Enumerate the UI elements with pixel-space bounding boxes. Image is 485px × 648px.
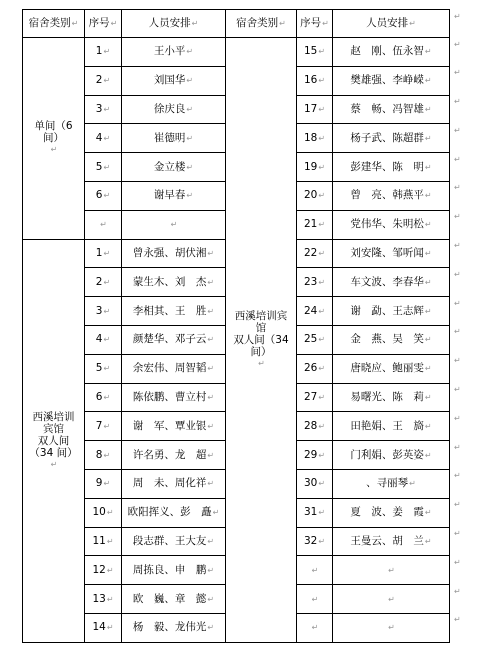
right-number-cell bbox=[297, 412, 333, 441]
left-assignment-cell-text: 金立楼 bbox=[153, 160, 186, 173]
right-assignment-cell bbox=[333, 527, 450, 556]
left-number-cell-text: 12 bbox=[92, 563, 106, 576]
paragraph-mark: ↵ bbox=[100, 220, 107, 230]
paragraph-mark: ↵ bbox=[318, 220, 326, 230]
room-assignment-table bbox=[22, 9, 450, 643]
row-end-mark: ↵ bbox=[454, 11, 461, 21]
paragraph-mark: ↵ bbox=[318, 306, 326, 316]
right-number-cell bbox=[297, 613, 333, 642]
right-assignment-cell bbox=[333, 585, 450, 614]
left-assignment-cell bbox=[122, 469, 226, 498]
right-number-cell-text: 20 bbox=[303, 189, 318, 202]
right-assignment-cell bbox=[333, 297, 450, 326]
paragraph-mark: ↵ bbox=[103, 335, 111, 345]
paragraph-mark: ↵ bbox=[424, 536, 432, 546]
left-assignment-cell bbox=[122, 210, 226, 239]
left-assignment-cell bbox=[122, 239, 226, 268]
left-number-cell bbox=[85, 297, 122, 326]
paragraph-mark: ↵ bbox=[103, 392, 111, 402]
row-end-mark: ↵ bbox=[454, 212, 461, 222]
paragraph-mark: ↵ bbox=[106, 594, 114, 604]
left-assignment-cell bbox=[122, 66, 226, 95]
paragraph-mark: ↵ bbox=[207, 536, 215, 546]
left-number-cell bbox=[85, 354, 122, 383]
left-assignment-cell bbox=[122, 95, 226, 124]
left-number-cell bbox=[85, 38, 122, 67]
left-number-cell bbox=[85, 268, 122, 297]
right-assignment-cell bbox=[333, 383, 450, 412]
left-number-cell bbox=[85, 210, 122, 239]
right-assignment-cell bbox=[333, 153, 450, 182]
right-assignment-cell bbox=[333, 354, 450, 383]
right-number-cell bbox=[297, 325, 333, 354]
right-assignment-cell-text: 易曙光、陈 莉 bbox=[350, 390, 424, 403]
paragraph-mark: ↵ bbox=[170, 220, 178, 230]
left-number-cell bbox=[85, 153, 122, 182]
paragraph-mark: ↵ bbox=[207, 248, 215, 258]
paragraph-mark: ↵ bbox=[106, 508, 114, 518]
left-assignment-cell-text: 颜楚华、邓子云 bbox=[132, 333, 207, 346]
paragraph-mark: ↵ bbox=[103, 104, 111, 114]
left-number-cell bbox=[85, 412, 122, 441]
right-assignment-cell-text: 曾 亮、韩燕平 bbox=[350, 189, 424, 202]
left-number-cell-text: 14 bbox=[92, 621, 106, 634]
right-assignment-cell-text: 夏 波、姜 霞 bbox=[350, 506, 424, 519]
row-end-mark: ↵ bbox=[454, 154, 461, 164]
right-number-cell bbox=[297, 181, 333, 210]
paragraph-mark: ↵ bbox=[103, 479, 111, 489]
left-assignment-cell-text: 杨 毅、龙伟光 bbox=[132, 621, 207, 634]
left-number-cell-text: 8 bbox=[95, 448, 103, 461]
right-assignment-cell-text: 彭建华、陈 明 bbox=[350, 160, 424, 173]
paragraph-mark: ↵ bbox=[186, 162, 194, 172]
paragraph-mark: ↵ bbox=[318, 450, 326, 460]
right-number-cell-text: 23 bbox=[303, 275, 318, 288]
right-number-cell bbox=[297, 354, 333, 383]
left-number-cell bbox=[85, 527, 122, 556]
paragraph-mark: ↵ bbox=[388, 565, 395, 575]
left-number-cell bbox=[85, 95, 122, 124]
right-assignment-cell-text: 门利娟、彭英姿 bbox=[350, 448, 424, 461]
left-number-cell bbox=[85, 66, 122, 95]
right-number-cell bbox=[297, 556, 333, 585]
paragraph-mark: ↵ bbox=[207, 364, 215, 374]
paragraph-mark: ↵ bbox=[311, 594, 319, 604]
paragraph-mark: ↵ bbox=[207, 306, 215, 316]
row-end-mark: ↵ bbox=[454, 385, 461, 395]
left-number-cell-text: 9 bbox=[95, 477, 103, 490]
right-number-cell-text: 19 bbox=[303, 160, 318, 173]
category-double-room-left-line: 双人间 bbox=[37, 434, 70, 447]
left-number-cell bbox=[85, 441, 122, 470]
right-assignment-cell-text: 赵 刚、伍永智 bbox=[350, 45, 424, 58]
paragraph-mark: ↵ bbox=[50, 145, 58, 155]
paragraph-mark: ↵ bbox=[103, 191, 111, 201]
right-number-cell-text: 26 bbox=[303, 362, 318, 375]
paragraph-mark: ↵ bbox=[318, 536, 326, 546]
right-number-cell-text: 25 bbox=[303, 333, 318, 346]
left-number-cell-text: 2 bbox=[95, 275, 103, 288]
left-assignment-cell-text: 曾永强、胡伏湘 bbox=[132, 246, 207, 259]
paragraph-mark: ↵ bbox=[106, 565, 114, 575]
paragraph-mark: ↵ bbox=[103, 364, 111, 374]
right-number-cell bbox=[297, 95, 333, 124]
left-assignment-cell bbox=[122, 268, 226, 297]
row-end-mark: ↵ bbox=[454, 442, 461, 452]
left-number-cell-text: 11 bbox=[92, 534, 106, 547]
paragraph-mark: ↵ bbox=[311, 623, 319, 633]
category-single-room-line: 间） bbox=[43, 132, 64, 145]
left-assignment-cell-text: 李相其、王 胜 bbox=[132, 304, 207, 317]
right-number-cell bbox=[297, 66, 333, 95]
left-number-cell-text: 1 bbox=[95, 246, 103, 259]
right-assignment-cell bbox=[333, 239, 450, 268]
left-assignment-cell-text: 刘国华 bbox=[153, 74, 186, 87]
left-number-cell-text: 7 bbox=[95, 419, 103, 432]
paragraph-mark: ↵ bbox=[318, 335, 326, 345]
left-assignment-cell-text: 欧 巍、章 懿 bbox=[132, 592, 207, 605]
left-assignment-cell bbox=[122, 297, 226, 326]
row-end-mark: ↵ bbox=[454, 125, 461, 135]
paragraph-mark: ↵ bbox=[207, 565, 215, 575]
right-assignment-cell-text: 谢 勐、王志辉 bbox=[350, 304, 424, 317]
paragraph-mark: ↵ bbox=[103, 306, 111, 316]
right-number-cell bbox=[297, 469, 333, 498]
paragraph-mark: ↵ bbox=[424, 277, 432, 287]
left-assignment-cell bbox=[122, 556, 226, 585]
left-assignment-cell bbox=[122, 181, 226, 210]
right-number-cell bbox=[297, 297, 333, 326]
header-number-left: 序号↵ bbox=[85, 10, 122, 38]
right-number-cell bbox=[297, 441, 333, 470]
paragraph-mark: ↵ bbox=[207, 479, 215, 489]
left-number-cell-text: 4 bbox=[95, 333, 103, 346]
left-assignment-cell bbox=[122, 124, 226, 153]
left-number-cell-text: 3 bbox=[95, 304, 103, 317]
paragraph-mark: ↵ bbox=[207, 277, 215, 287]
paragraph-mark: ↵ bbox=[103, 248, 111, 258]
right-number-cell bbox=[297, 383, 333, 412]
left-assignment-cell-text: 段志群、王大友 bbox=[132, 534, 207, 547]
left-assignment-cell-text: 陈依鹏、曹立村 bbox=[132, 390, 207, 403]
header-row bbox=[23, 10, 450, 38]
category-double-room-right-line: 间） bbox=[250, 345, 272, 358]
left-number-cell-text: 4 bbox=[95, 131, 103, 144]
left-number-cell bbox=[85, 124, 122, 153]
right-number-cell-text: 15 bbox=[303, 45, 318, 58]
left-assignment-cell-text: 谢早春 bbox=[153, 189, 186, 202]
left-assignment-cell bbox=[122, 613, 226, 642]
right-number-cell-text: 17 bbox=[303, 102, 318, 115]
right-number-cell-text: 31 bbox=[303, 506, 318, 519]
right-number-cell-text: 22 bbox=[303, 246, 318, 259]
paragraph-mark: ↵ bbox=[424, 76, 432, 86]
right-assignment-cell-text: 党伟华、朱明松 bbox=[350, 218, 424, 231]
left-number-cell-text: 6 bbox=[95, 189, 103, 202]
right-assignment-cell bbox=[333, 325, 450, 354]
category-double-room-right-line: 西溪培训宾 bbox=[234, 309, 288, 322]
row-end-mark: ↵ bbox=[454, 298, 461, 308]
right-number-cell-text: 27 bbox=[303, 390, 318, 403]
left-number-cell bbox=[85, 469, 122, 498]
header-number-right: 序号↵ bbox=[297, 10, 333, 38]
right-assignment-cell bbox=[333, 268, 450, 297]
paragraph-mark: ↵ bbox=[318, 248, 326, 258]
right-assignment-cell bbox=[333, 66, 450, 95]
category-double-room-right-line: 双人间（34 bbox=[233, 333, 289, 346]
right-assignment-cell-text: 王曼云、胡 兰 bbox=[350, 534, 424, 547]
row-end-mark: ↵ bbox=[454, 615, 461, 625]
right-assignment-cell bbox=[333, 498, 450, 527]
left-assignment-cell-text: 周拣良、申 鹏 bbox=[132, 563, 207, 576]
right-number-cell bbox=[297, 124, 333, 153]
paragraph-mark: ↵ bbox=[318, 133, 326, 143]
right-number-cell-text: 24 bbox=[303, 304, 318, 317]
paragraph-mark: ↵ bbox=[318, 364, 326, 374]
right-assignment-cell-text: 蔡 畅、冯智雄 bbox=[350, 102, 424, 115]
paragraph-mark: ↵ bbox=[318, 277, 326, 287]
left-number-cell bbox=[85, 181, 122, 210]
left-assignment-cell bbox=[122, 441, 226, 470]
paragraph-mark: ↵ bbox=[424, 364, 432, 374]
right-assignment-cell bbox=[333, 210, 450, 239]
paragraph-mark: ↵ bbox=[424, 306, 432, 316]
row-end-mark: ↵ bbox=[454, 413, 461, 423]
row-end-mark: ↵ bbox=[454, 68, 461, 78]
header-category-right: 宿舍类别↵ bbox=[226, 10, 297, 38]
left-number-cell bbox=[85, 613, 122, 642]
right-assignment-cell bbox=[333, 38, 450, 67]
right-number-cell bbox=[297, 268, 333, 297]
left-number-cell-text: 10 bbox=[92, 506, 106, 519]
row-end-mark: ↵ bbox=[454, 97, 461, 107]
row-end-mark: ↵ bbox=[454, 529, 461, 539]
right-number-cell-text: 21 bbox=[303, 218, 318, 231]
left-number-cell-text: 6 bbox=[95, 390, 103, 403]
left-number-cell bbox=[85, 325, 122, 354]
paragraph-mark: ↵ bbox=[318, 479, 326, 489]
paragraph-mark: ↵ bbox=[311, 565, 319, 575]
paragraph-mark: ↵ bbox=[103, 277, 111, 287]
right-assignment-cell bbox=[333, 181, 450, 210]
right-number-cell bbox=[297, 153, 333, 182]
right-assignment-cell-text: 刘安隆、邹听闻 bbox=[350, 246, 424, 259]
right-assignment-cell bbox=[333, 441, 450, 470]
paragraph-mark: ↵ bbox=[424, 162, 432, 172]
paragraph-mark: ↵ bbox=[424, 450, 432, 460]
right-number-cell bbox=[297, 498, 333, 527]
left-number-cell bbox=[85, 556, 122, 585]
paragraph-mark: ↵ bbox=[106, 623, 114, 633]
paragraph-mark: ↵ bbox=[318, 76, 326, 86]
paragraph-mark: ↵ bbox=[424, 104, 432, 114]
left-number-cell bbox=[85, 239, 122, 268]
left-number-cell-text: 5 bbox=[95, 362, 103, 375]
left-number-cell-text: 1 bbox=[95, 45, 103, 58]
right-assignment-cell-text: 田艳娟、王 旖 bbox=[350, 419, 424, 432]
left-number-cell bbox=[85, 383, 122, 412]
paragraph-mark: ↵ bbox=[186, 76, 194, 86]
left-assignment-cell bbox=[122, 38, 226, 67]
header-assignment-left: 人员安排↵ bbox=[122, 10, 226, 38]
paragraph-mark: ↵ bbox=[103, 76, 111, 86]
paragraph-mark: ↵ bbox=[212, 508, 220, 518]
paragraph-mark: ↵ bbox=[424, 133, 432, 143]
left-assignment-cell-text: 周 未、周化祥 bbox=[132, 477, 207, 490]
left-assignment-cell-text: 蒙生木、刘 杰 bbox=[132, 275, 207, 288]
right-number-cell bbox=[297, 527, 333, 556]
right-number-cell-text: 32 bbox=[303, 534, 318, 547]
row-end-mark: ↵ bbox=[454, 356, 461, 366]
row-end-mark: ↵ bbox=[454, 327, 461, 337]
category-double-room-left-line: （34 间） bbox=[29, 446, 78, 459]
header-assignment-right: 人员安排↵ bbox=[333, 10, 450, 38]
paragraph-mark: ↵ bbox=[424, 191, 432, 201]
left-assignment-cell bbox=[122, 412, 226, 441]
paragraph-mark: ↵ bbox=[207, 450, 215, 460]
paragraph-mark: ↵ bbox=[424, 392, 432, 402]
right-number-cell-text: 16 bbox=[303, 74, 318, 87]
paragraph-mark: ↵ bbox=[106, 536, 114, 546]
category-double-room-right bbox=[226, 38, 297, 643]
paragraph-mark: ↵ bbox=[318, 191, 326, 201]
paragraph-mark: ↵ bbox=[207, 421, 215, 431]
paragraph-mark: ↵ bbox=[103, 162, 111, 172]
paragraph-mark: ↵ bbox=[409, 479, 416, 489]
right-assignment-cell-text: 金 燕、吴 笑 bbox=[350, 333, 424, 346]
left-assignment-cell bbox=[122, 383, 226, 412]
paragraph-mark: ↵ bbox=[186, 104, 194, 114]
paragraph-mark: ↵ bbox=[186, 133, 194, 143]
right-number-cell bbox=[297, 239, 333, 268]
left-assignment-cell-text: 余宏伟、周智韬 bbox=[132, 362, 207, 375]
right-assignment-cell bbox=[333, 124, 450, 153]
right-number-cell-text: 29 bbox=[303, 448, 318, 461]
paragraph-mark: ↵ bbox=[318, 508, 326, 518]
paragraph-mark: ↵ bbox=[318, 392, 326, 402]
paragraph-mark: ↵ bbox=[318, 104, 326, 114]
right-number-cell-text: 18 bbox=[303, 131, 318, 144]
right-number-cell bbox=[297, 585, 333, 614]
row-end-mark: ↵ bbox=[454, 471, 461, 481]
left-assignment-cell-text: 徐庆良 bbox=[153, 102, 186, 115]
paragraph-mark: ↵ bbox=[424, 508, 432, 518]
row-end-mark: ↵ bbox=[454, 500, 461, 510]
left-assignment-cell bbox=[122, 527, 226, 556]
paragraph-mark: ↵ bbox=[103, 450, 111, 460]
paragraph-mark: ↵ bbox=[103, 133, 111, 143]
paragraph-mark: ↵ bbox=[424, 335, 432, 345]
left-assignment-cell-text: 谢 军、覃业银 bbox=[132, 419, 207, 432]
left-assignment-cell bbox=[122, 325, 226, 354]
header-category-left: 宿舍类别↵ bbox=[23, 10, 85, 38]
category-double-room-left bbox=[23, 239, 85, 642]
left-number-cell-text: 5 bbox=[95, 160, 103, 173]
right-number-cell-text: 30 bbox=[303, 477, 318, 490]
paragraph-mark: ↵ bbox=[388, 594, 395, 604]
paragraph-mark: ↵ bbox=[318, 162, 326, 172]
left-assignment-cell bbox=[122, 354, 226, 383]
left-assignment-cell bbox=[122, 498, 226, 527]
left-assignment-cell-text: 许名勇、龙 超 bbox=[132, 448, 207, 461]
right-assignment-cell bbox=[333, 613, 450, 642]
right-number-cell bbox=[297, 38, 333, 67]
row-end-mark: ↵ bbox=[454, 39, 461, 49]
left-assignment-cell-text: 崔德明 bbox=[153, 131, 186, 144]
category-double-room-left-line: 宾馆 bbox=[43, 422, 64, 435]
paragraph-mark: ↵ bbox=[50, 459, 58, 469]
table-row bbox=[23, 38, 450, 67]
row-end-mark: ↵ bbox=[454, 269, 461, 279]
paragraph-mark: ↵ bbox=[424, 47, 432, 57]
category-double-room-right-line: 馆 bbox=[255, 321, 267, 334]
right-assignment-cell-text: 杨子武、陈超群 bbox=[350, 131, 424, 144]
row-end-mark: ↵ bbox=[454, 183, 461, 193]
left-assignment-cell-text: 欧阳挥义、彭 矗 bbox=[127, 506, 212, 519]
paragraph-mark: ↵ bbox=[103, 421, 111, 431]
paragraph-mark: ↵ bbox=[388, 623, 395, 633]
paragraph-mark: ↵ bbox=[424, 421, 432, 431]
left-number-cell-text: 3 bbox=[95, 102, 103, 115]
row-end-mark: ↵ bbox=[454, 241, 461, 251]
right-assignment-cell-text: 樊雄强、李峥嵘 bbox=[350, 74, 424, 87]
left-assignment-cell bbox=[122, 153, 226, 182]
right-assignment-cell-text: 、寻丽琴 bbox=[366, 477, 409, 490]
category-single-room-line: 单间（6 bbox=[34, 120, 73, 133]
right-assignment-cell-text: 车文波、李春华 bbox=[350, 275, 424, 288]
right-number-cell bbox=[297, 210, 333, 239]
paragraph-mark: ↵ bbox=[318, 421, 326, 431]
category-single-room bbox=[23, 38, 85, 240]
paragraph-mark: ↵ bbox=[186, 47, 194, 57]
left-number-cell bbox=[85, 498, 122, 527]
paragraph-mark: ↵ bbox=[258, 358, 265, 368]
right-assignment-cell bbox=[333, 469, 450, 498]
paragraph-mark: ↵ bbox=[424, 220, 432, 230]
row-end-mark: ↵ bbox=[454, 586, 461, 596]
right-assignment-cell-text: 唐晓应、鲍丽雯 bbox=[350, 362, 424, 375]
row-end-mark: ↵ bbox=[454, 557, 461, 567]
left-number-cell-text: 13 bbox=[92, 592, 106, 605]
left-assignment-cell bbox=[122, 585, 226, 614]
paragraph-mark: ↵ bbox=[318, 47, 326, 57]
right-number-cell-text: 28 bbox=[303, 419, 318, 432]
paragraph-mark: ↵ bbox=[424, 248, 432, 258]
paragraph-mark: ↵ bbox=[103, 47, 111, 57]
left-number-cell-text: 2 bbox=[95, 74, 103, 87]
right-assignment-cell bbox=[333, 95, 450, 124]
paragraph-mark: ↵ bbox=[186, 191, 194, 201]
paragraph-mark: ↵ bbox=[207, 623, 215, 633]
left-assignment-cell-text: 王小平 bbox=[153, 45, 186, 58]
right-assignment-cell bbox=[333, 412, 450, 441]
paragraph-mark: ↵ bbox=[207, 335, 215, 345]
right-assignment-cell bbox=[333, 556, 450, 585]
paragraph-mark: ↵ bbox=[207, 392, 215, 402]
left-number-cell bbox=[85, 585, 122, 614]
category-double-room-left-line: 西溪培训 bbox=[32, 410, 75, 423]
paragraph-mark: ↵ bbox=[207, 594, 215, 604]
